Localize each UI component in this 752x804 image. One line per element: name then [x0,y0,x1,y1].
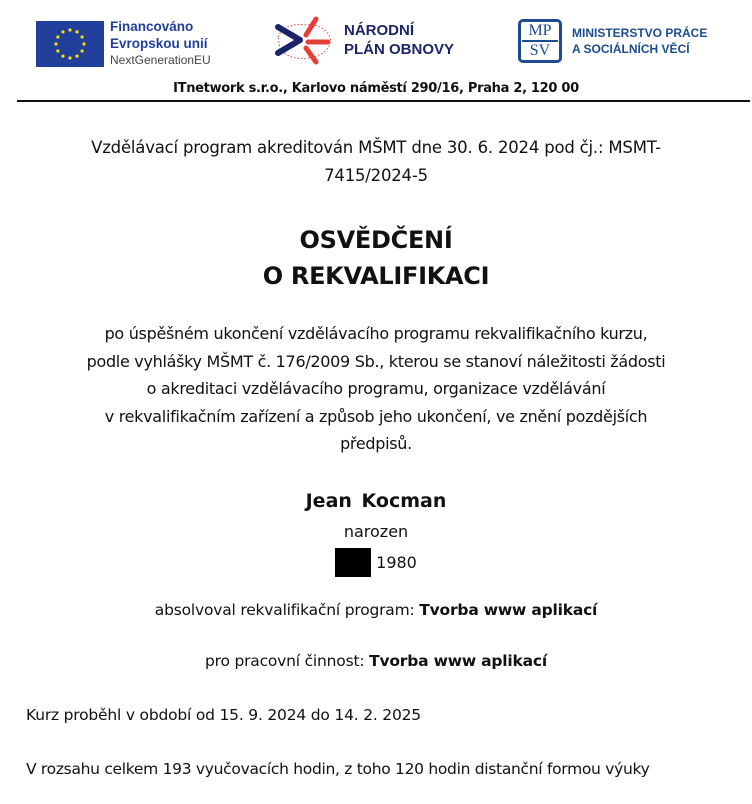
mpsv-box-top: MP [528,22,552,39]
accreditation-line-1: Vzdělávací program akreditován MŠMT dne 30. 6. 2024 pod čj.: MSMT- [91,138,661,157]
certificate-title [0,222,752,294]
legal-line: o akreditaci vzdělávacího programu, organizace vzdělávání [146,379,606,398]
title-line-1: OSVĚDČENÍ [299,226,453,254]
legal-line: podle vyhlášky MŠMT č. 176/2009 Sb., kterou se stanoví náležitosti žádosti [86,351,666,371]
npo-emblem-icon [272,15,336,65]
eu-logo-line3: NextGenerationEU [110,53,211,67]
eu-star-icon [75,30,78,33]
program-value: Tvorba www aplikací [419,601,598,619]
legal-line: po úspěšném ukončení vzdělávacího programu rekvalifikačního kurzu, [104,324,648,343]
header-logos [0,0,752,78]
mpsv-logo [518,19,707,63]
eu-funding-logo [36,18,211,69]
accreditation-statement [40,134,712,190]
recipient-name: Jean Kocman [305,490,447,512]
course-period: Kurz proběhl v období od 15. 9. 2024 do 14. 2. 2025 [26,706,421,724]
birth-year: 1980 [376,553,417,572]
npo-logo-line1: NÁRODNÍ [344,22,414,39]
born-label: narozen [343,522,409,541]
eu-star-icon [75,54,78,57]
npo-logo [272,15,454,65]
eu-star-icon [56,35,59,38]
eu-star-icon [68,28,71,31]
npo-logo-line2: PLÁN OBNOVY [344,41,455,58]
mpsv-logo-line1: MINISTERSTVO PRÁCE [572,26,708,40]
legal-line: předpisů. [340,434,412,453]
eu-star-icon [82,42,85,45]
program-label: absolvoval rekvalifikační program: [154,601,420,619]
redacted-birth-date [335,548,371,577]
accreditation-line-2: 7415/2024-5 [324,166,428,185]
eu-star-icon [81,35,84,38]
issuer-address: ITnetwork s.r.o., Karlovo náměstí 290/16, Praha 2, 120 00 [173,81,579,96]
eu-logo-line1: Financováno [110,19,194,34]
mpsv-logo-line2: A SOCIÁLNÍCH VĚCÍ [572,42,690,56]
eu-star-icon [81,49,84,52]
eu-stars-icon [36,21,104,67]
activity-label: pro pracovní činnost: [204,652,370,670]
eu-star-icon [61,54,64,57]
title-line-2: O REKVALIFIKACI [262,262,490,290]
birth-date-row [0,548,752,577]
mpsv-box-bottom: SV [529,42,551,59]
eu-star-icon [54,42,57,45]
eu-flag-icon [36,21,104,67]
legal-basis [20,320,732,458]
completed-program [0,601,752,619]
course-hours: V rozsahu celkem 193 vyučovacích hodin, z toho 120 hodin distanční formou výuky [26,760,650,778]
eu-logo-line2: Evropskou unií [110,36,208,51]
eu-star-icon [61,30,64,33]
activity-value: Tvorba www aplikací [369,652,548,670]
eu-star-icon [68,56,71,59]
eu-star-icon [56,49,59,52]
legal-line: v rekvalifikačním zařízení a způsob jeho ukončení, ve znění pozdějších [104,406,648,426]
work-activity [0,652,752,670]
mpsv-emblem-icon [518,19,562,63]
header-divider [17,100,750,102]
